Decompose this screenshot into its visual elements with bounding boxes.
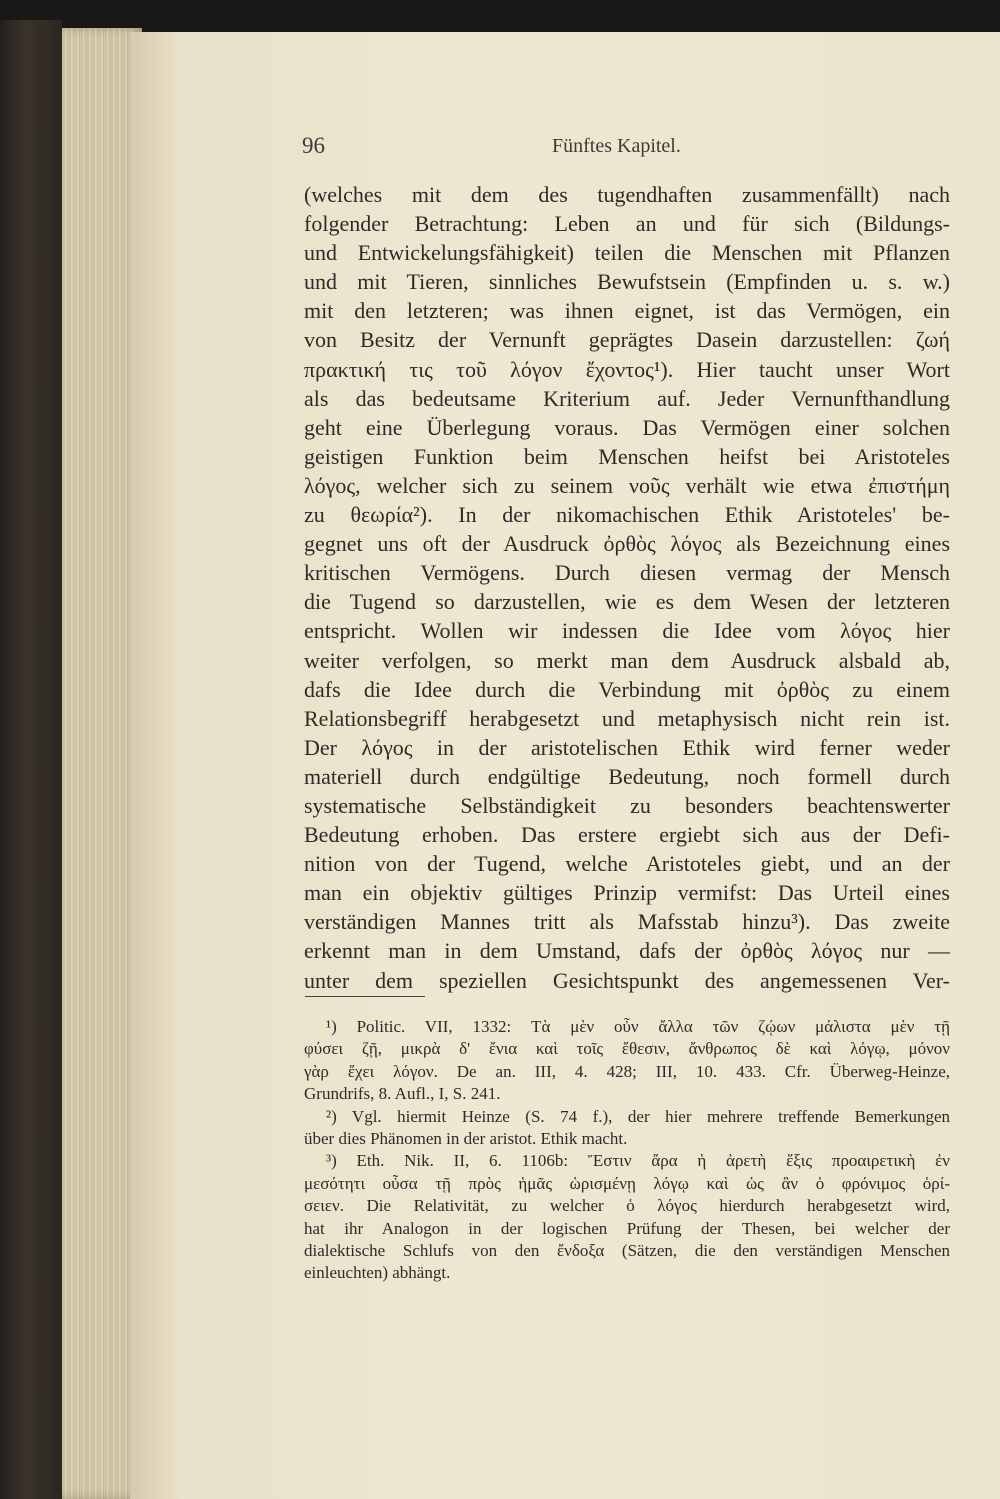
body-line: man ein objektiv gültiges Prinzip vermifst: Das Urteil eines bbox=[304, 880, 950, 906]
body-line: entspricht. Wollen wir indessen die Idee vom λόγος hier bbox=[304, 618, 950, 644]
body-line: geistigen Funktion beim Menschen heifst bei Aristoteles bbox=[304, 443, 950, 469]
body-line: als das bedeutsame Kriterium auf. Jeder Vernunfthandlung bbox=[304, 385, 950, 411]
body-line: geht eine Überlegung voraus. Das Vermögen einer solchen bbox=[304, 414, 950, 440]
body-line: gegnet uns oft der Ausdruck ὀρθὸς λόγος als Bezeichnung eines bbox=[304, 531, 950, 557]
body-line: systematische Selbständigkeit zu besonders beachtenswerter bbox=[304, 792, 950, 818]
body-line: nition von der Tugend, welche Aristoteles giebt, und an der bbox=[304, 851, 950, 877]
running-head: Fünftes Kapitel. bbox=[552, 135, 681, 157]
body-line: weiter verfolgen, so merkt man dem Ausdruck alsbald ab, bbox=[304, 647, 950, 673]
body-line: Der λόγος in der aristotelischen Ethik wird ferner weder bbox=[304, 734, 950, 760]
footnote-line: σειεν. Die Relativität, zu welcher ὁ λόγος hierdurch herabgesetzt wird, bbox=[304, 1196, 950, 1216]
footnote-line: μεσότητι οὖσα τῇ πρὸς ἡμᾶς ὡρισμένῃ λόγῳ καὶ ὡς ἂν ὁ φρόνιμος ὁρί- bbox=[304, 1173, 950, 1193]
body-line: und mit Tieren, sinnliches Bewufstsein (Empfinden u. s. w.) bbox=[304, 269, 950, 295]
body-line: dafs die Idee durch die Verbindung mit ὀρθὸς zu einem bbox=[304, 676, 950, 702]
body-line: (welches mit dem des tugendhaften zusammenfällt) nach bbox=[304, 182, 950, 207]
footnote-line: ¹) Politic. VII, 1332: Τὰ μὲν οὖν ἄλλα τῶν ζῴων μάλιστα μὲν τῇ bbox=[326, 1017, 950, 1036]
footnote-separator bbox=[305, 996, 425, 997]
footnote-line: Grundrifs, 8. Aufl., I, S. 241. bbox=[304, 1084, 501, 1104]
body-line: und Entwickelungsfähigkeit) teilen die Menschen mit Pflanzen bbox=[304, 240, 950, 266]
body-line: unter dem speziellen Gesichtspunkt des angemessenen Ver- bbox=[304, 967, 950, 993]
body-line: folgender Betrachtung: Leben an und für sich (Bildungs- bbox=[304, 211, 950, 237]
body-line: Relationsbegriff herabgesetzt und metaphysisch nicht rein ist. bbox=[304, 705, 950, 731]
page-number: 96 bbox=[302, 133, 325, 158]
footnote-line: dialektische Schlufs von den ἔνδοξα (Sätzen, die den verständigen Menschen bbox=[304, 1241, 950, 1261]
footnote-1 bbox=[304, 1016, 950, 1106]
book-cover-edge bbox=[0, 20, 62, 1499]
footnotes bbox=[304, 1016, 950, 1285]
footnote-3 bbox=[304, 1150, 950, 1284]
footnote-line: ²) Vgl. hiermit Heinze (S. 74 f.), der hier mehrere treffende Bemerkungen bbox=[326, 1106, 950, 1126]
footnote-2 bbox=[304, 1106, 950, 1151]
body-line: zu θεωρία²). In der nikomachischen Ethik Aristoteles' be- bbox=[304, 502, 950, 528]
body-line: von Besitz der Vernunft geprägtes Dasein darzustellen: ζωή bbox=[304, 327, 950, 353]
body-line: kritischen Vermögens. Durch diesen vermag der Mensch bbox=[304, 560, 950, 586]
body-line: die Tugend so darzustellen, wie es dem Wesen der letzteren bbox=[304, 589, 950, 615]
footnote-line: über dies Phänomen in der aristot. Ethik macht. bbox=[304, 1129, 628, 1149]
body-line: πρακτική τις τοῦ λόγον ἔχοντος¹). Hier taucht unser Wort bbox=[304, 356, 950, 382]
footnote-line: hat ihr Analogon in der logischen Prüfung der Thesen, bei welcher der bbox=[304, 1218, 950, 1238]
body-line: λόγος, welcher sich zu seinem νοῦς verhält wie etwa ἐπιστήμη bbox=[304, 472, 950, 498]
body-line: mit den letzteren; was ihnen eignet, ist das Vermögen, ein bbox=[304, 298, 950, 324]
body-line: Bedeutung erhoben. Das erstere ergiebt sich aus der Defi- bbox=[304, 822, 950, 848]
page-header bbox=[302, 133, 948, 165]
body-text bbox=[304, 180, 950, 995]
body-line: materiell durch endgültige Bedeutung, noch formell durch bbox=[304, 763, 950, 789]
footnote-line: ³) Eth. Nik. II, 6. 1106b: Ἔστιν ἄρα ἡ ἀρετὴ ἕξις προαιρετικὴ ἐν bbox=[326, 1151, 950, 1171]
footnote-line: φύσει ζῇ, μικρὰ δ' ἔνια καὶ τοῖς ἔθεσιν, ἄνθρωπος δὲ καὶ λόγῳ, μόνον bbox=[304, 1039, 950, 1059]
body-line: verständigen Mannes tritt als Mafsstab hinzu³). Das zweite bbox=[304, 909, 950, 935]
body-line: erkennt man in dem Umstand, dafs der ὀρθὸς λόγος nur — bbox=[304, 938, 950, 964]
footnote-line: γὰρ ἔχει λόγον. De an. III, 4. 428; III, 10. 433. Cfr. Überweg-Heinze, bbox=[304, 1061, 950, 1081]
footnote-line: einleuchten) abhängt. bbox=[304, 1263, 451, 1283]
